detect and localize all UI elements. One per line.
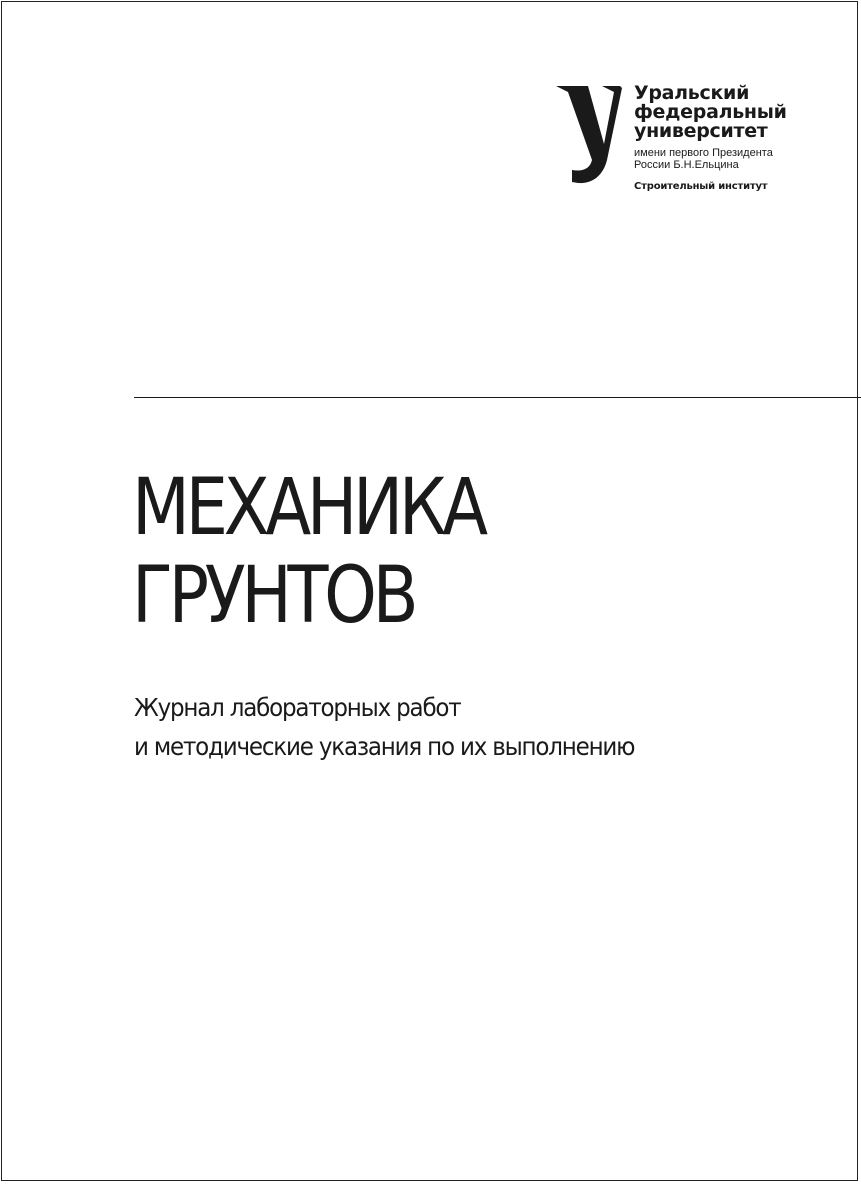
institute-name: Строительный институт [634,181,768,192]
logo-subtitle-line: России Б.Н.Ельцина [634,159,739,171]
logo-name-line: университет [634,120,768,142]
logo-name-line: федеральный [634,101,787,123]
book-title-line: ГРУНТОВ [132,551,415,641]
university-logo [554,82,814,212]
logo-text [634,84,814,193]
book-subtitle-line: и методические указания по их выполнению [134,732,635,761]
book-title [132,464,734,640]
logo-subtitle-line: имени первого Президента [634,147,773,159]
book-title-line: МЕХАНИКА [132,463,484,553]
title-divider [134,397,861,398]
book-subtitle-line: Журнал лабораторных работ [134,693,461,722]
logo-name-line: Уральский [634,82,750,104]
urfu-u-mark-icon [554,82,624,186]
cover-page [1,1,858,1181]
book-subtitle [134,688,778,766]
